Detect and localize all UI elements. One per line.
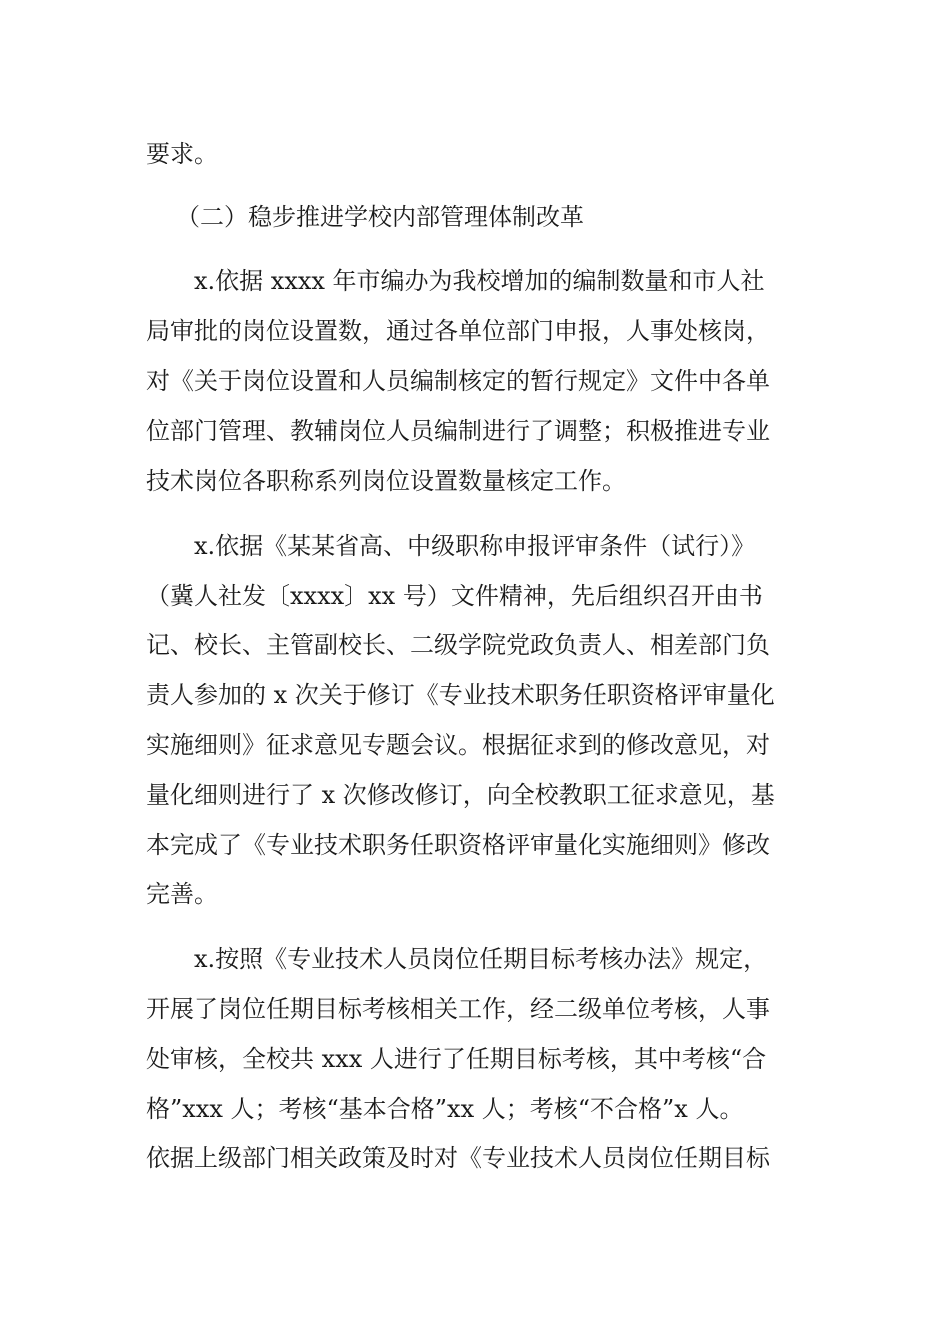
- paragraph-line: 实施细则》征求意见专题会议。根据征求到的修改意见，对: [146, 731, 770, 759]
- paragraph-line: 局审批的岗位设置数，通过各单位部门申报，人事处核岗，: [146, 317, 770, 345]
- carry-over-text: 要求。: [146, 140, 218, 168]
- paragraph-line: 量化细则进行了 x 次修改修订，向全校教职工征求意见，基: [146, 781, 775, 809]
- paragraph-line: 完善。: [146, 880, 218, 908]
- paragraph-line: 格”xxx 人；考核“基本合格”xx 人；考核“不合格”x 人。: [146, 1095, 744, 1123]
- paragraph-line: 位部门管理、教辅岗位人员编制进行了调整；积极推进专业: [146, 417, 770, 445]
- section-heading: （二）稳步推进学校内部管理体制改革: [176, 203, 584, 231]
- paragraph-line: 对《关于岗位设置和人员编制核定的暂行规定》文件中各单: [146, 367, 770, 395]
- paragraph-line: x.依据《某某省高、中级职称申报评审条件（试行）》: [194, 532, 756, 560]
- paragraph-line: 记、校长、主管副校长、二级学院党政负责人、相差部门负: [146, 631, 770, 659]
- paragraph-line: x.按照《专业技术人员岗位任期目标考核办法》规定，: [194, 945, 768, 973]
- paragraph-line: 本完成了《专业技术职务任职资格评审量化实施细则》修改: [146, 831, 770, 859]
- paragraph-line: 责人参加的 x 次关于修订《专业技术职务任职资格评审量化: [146, 681, 775, 709]
- paragraph-line: x.依据 xxxx 年市编办为我校增加的编制数量和市人社: [194, 267, 765, 295]
- paragraph-line: （冀人社发〔xxxx〕xx 号）文件精神，先后组织召开由书: [146, 582, 763, 610]
- paragraph-line: 依据上级部门相关政策及时对《专业技术人员岗位任期目标: [146, 1144, 770, 1172]
- paragraph-line: 开展了岗位任期目标考核相关工作，经二级单位考核，人事: [146, 995, 770, 1023]
- paragraph-line: 技术岗位各职称系列岗位设置数量核定工作。: [146, 467, 626, 495]
- paragraph-line: 处审核，全校共 xxx 人进行了任期目标考核，其中考核“合: [146, 1045, 767, 1073]
